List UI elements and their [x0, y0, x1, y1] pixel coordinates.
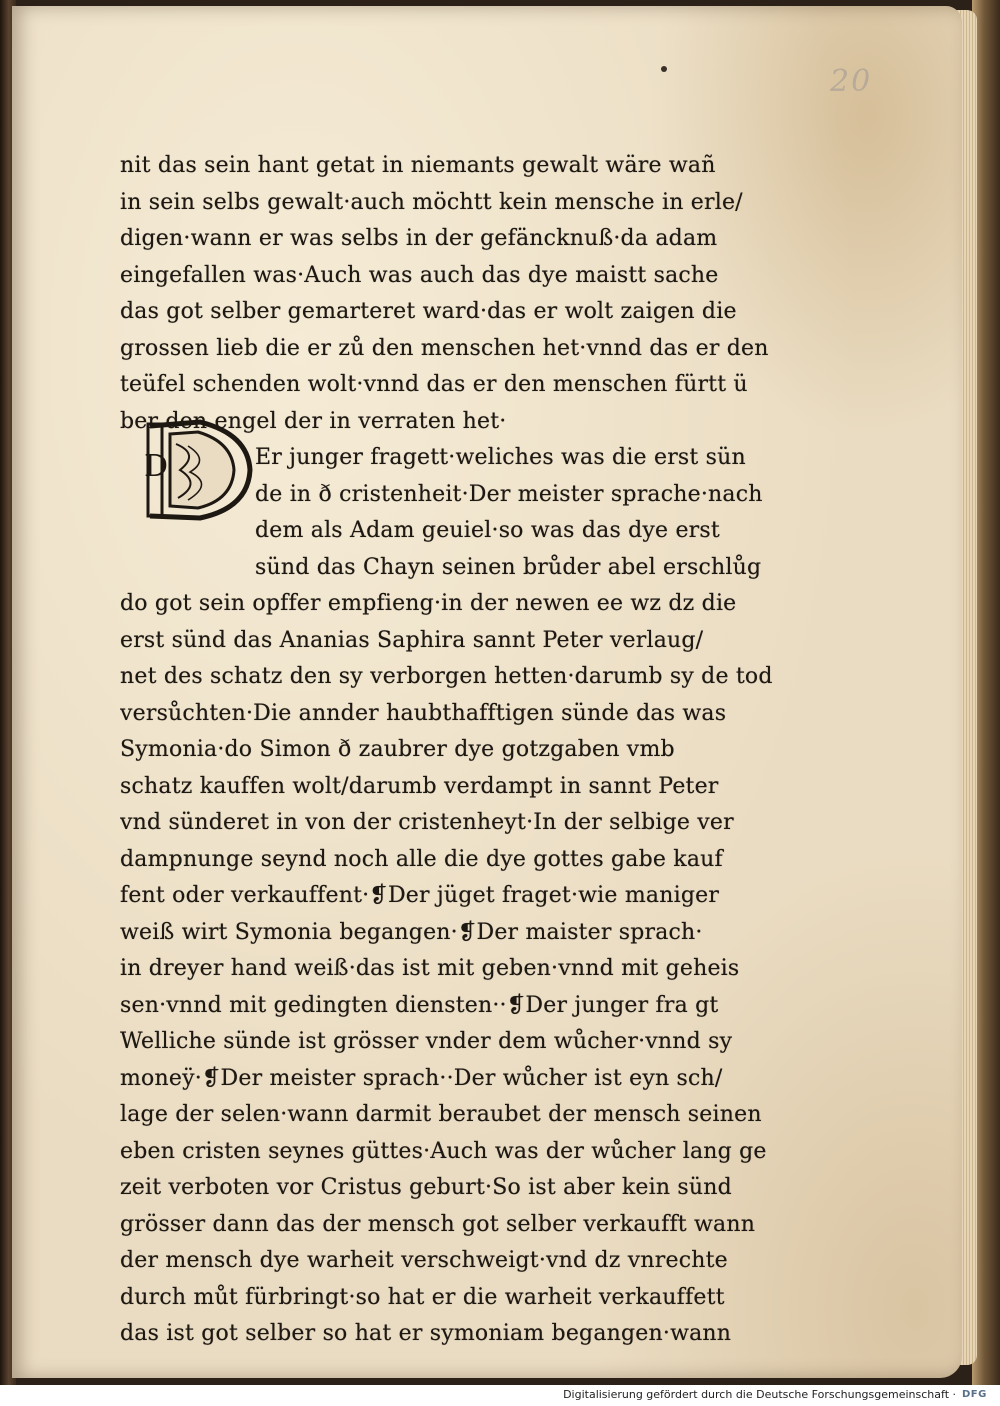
text-line: de in ð cristenheit·Der meister sprache·nach [255, 481, 763, 507]
text-line: das ist got selber so hat er symoniam begangen·wann [120, 1321, 732, 1346]
text-line: do got sein opffer empfieng·in der newen ee wz dz die [120, 591, 737, 616]
text-line: Er junger fragett·weliches was die erst sün [255, 445, 746, 470]
text-line: net des schatz den sy verborgen hetten·darumb sy de tod [120, 664, 773, 689]
text-line: lage der selen·wann darmit beraubet der mensch seinen [120, 1102, 762, 1127]
text-line: erst sünd das Ananias Saphira sannt Peter verlaug/ [120, 627, 704, 653]
text-line: eingefallen was·Auch was auch das dye maistt sache [120, 262, 719, 288]
text-line: Symonia·do Simon ð zaubrer dye gotzgaben vmb [120, 737, 675, 762]
text-line: nit das sein hant getat in niemants gewalt wäre wañ [120, 153, 716, 178]
text-line: dampnunge seynd noch alle die dye gottes gabe kauf [120, 846, 723, 872]
text-block [120, 148, 800, 1353]
text-line: eben cristen seynes güttes·Auch was der wůcher lang ge [120, 1138, 767, 1164]
text-line: in sein selbs gewalt·auch möchtt kein mensche in erle/ [120, 189, 743, 215]
text-line: teüfel schenden wolt·vnnd das er den menschen fürtt ü [120, 372, 748, 397]
text-line: zeit verboten vor Cristus geburt·So ist aber kein sünd [120, 1175, 732, 1200]
text-line: moneÿ·❡Der meister sprach··Der wůcher ist eyn sch/ [120, 1065, 723, 1091]
text-line: versůchten·Die annder haubthafftigen sünde das was [120, 700, 727, 726]
initial-letter: D [144, 449, 169, 484]
text-line: schatz kauffen wolt/darumb verdampt in sannt Peter [120, 773, 719, 799]
dfg-logo: DFG [962, 1389, 987, 1400]
text-line: der mensch dye warheit verschweigt·vnd dz vnrechte [120, 1248, 728, 1273]
footer-bar [0, 1385, 1000, 1406]
text-line: weiß wirt Symonia begangen·❡Der maister sprach· [120, 919, 703, 945]
folio-number: 20 [830, 64, 873, 99]
text-line: sen·vnnd mit gedingten diensten··❡Der junger fra gt [120, 992, 719, 1018]
text-line: digen·wann er was selbs in der gefäncknuß·da adam [120, 226, 718, 251]
text-line: Welliche sünde ist grösser vnder dem wůcher·vnnd sy [120, 1029, 733, 1054]
text-line: grösser dann das der mensch got selber verkaufft wann [120, 1211, 756, 1237]
funding-credit: Digitalisierung gefördert durch die Deutsche Forschungsgemeinschaft · [563, 1388, 956, 1401]
text-line: dem als Adam geuiel·so was das dye erst [255, 518, 720, 543]
ink-spot [661, 66, 667, 72]
text-line: vnd sünderet in von der cristenheyt·In der selbige ver [120, 810, 734, 835]
text-line: in dreyer hand weiß·das ist mit geben·vnnd mit geheis [120, 956, 740, 981]
text-line: durch můt fürbringt·so hat er die warheit verkauffett [120, 1284, 725, 1310]
text-line: fent oder verkauffent·❡Der jüget fraget·wie maniger [120, 883, 720, 908]
text-line: grossen lieb die er zů den menschen het·vnnd das er den [120, 335, 769, 361]
text-line: sünd das Chayn seinen brůder abel erschlůg [255, 554, 762, 580]
text-line: das got selber gemarteret ward·das er wolt zaigen die [120, 299, 737, 324]
text-line: ber den engel der in verraten het· [120, 408, 507, 434]
